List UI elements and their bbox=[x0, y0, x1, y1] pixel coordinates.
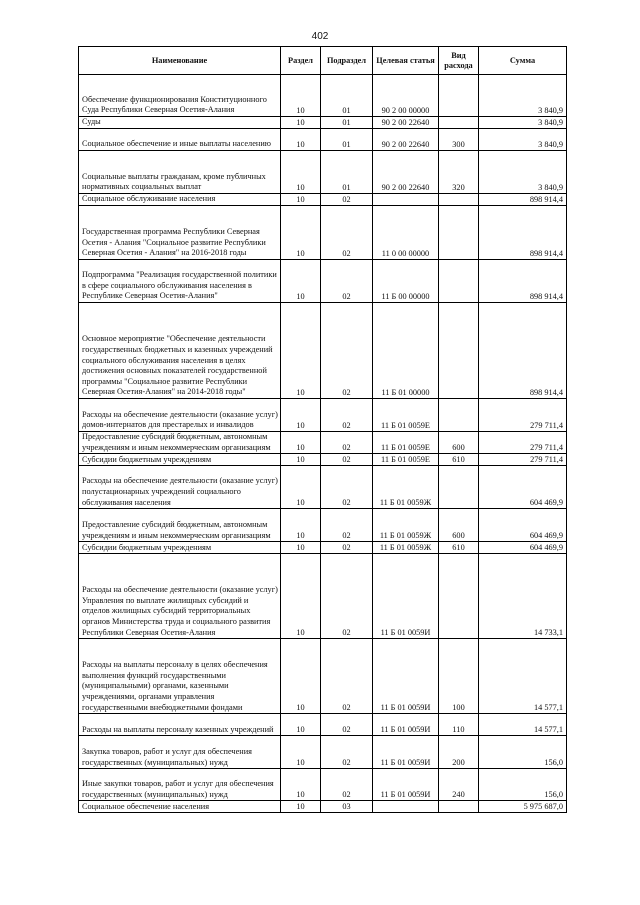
cell-amount: 3 840,9 bbox=[479, 117, 567, 129]
cell-target: 90 2 00 22640 bbox=[373, 151, 439, 194]
cell-expense-type: 600 bbox=[439, 432, 479, 454]
table-row bbox=[79, 117, 567, 129]
cell-subsection: 02 bbox=[321, 639, 373, 714]
header-subsection: Подраздел bbox=[321, 47, 373, 75]
cell-name: Социальное обеспечение населения bbox=[79, 801, 281, 813]
table-row bbox=[79, 432, 567, 454]
cell-section: 10 bbox=[281, 554, 321, 639]
cell-section: 10 bbox=[281, 801, 321, 813]
cell-target: 11 0 00 00000 bbox=[373, 206, 439, 260]
table-row bbox=[79, 206, 567, 260]
cell-expense-type: 610 bbox=[439, 542, 479, 554]
table-row bbox=[79, 466, 567, 509]
cell-name: Социальное обслуживание населения bbox=[79, 194, 281, 206]
cell-target bbox=[373, 801, 439, 813]
cell-subsection: 02 bbox=[321, 454, 373, 466]
cell-expense-type: 100 bbox=[439, 639, 479, 714]
cell-target: 11 Б 00 00000 bbox=[373, 260, 439, 303]
cell-name: Подпрограмма "Реализация государственной политики в сфере социального обслуживания населения в Республике Северная Осетия-Алания" bbox=[79, 260, 281, 303]
cell-subsection: 02 bbox=[321, 554, 373, 639]
cell-subsection: 02 bbox=[321, 260, 373, 303]
cell-subsection: 02 bbox=[321, 206, 373, 260]
cell-expense-type bbox=[439, 260, 479, 303]
cell-target: 11 Б 01 0059Е bbox=[373, 454, 439, 466]
cell-expense-type bbox=[439, 303, 479, 399]
cell-name: Суды bbox=[79, 117, 281, 129]
table-row bbox=[79, 75, 567, 117]
cell-amount: 3 840,9 bbox=[479, 129, 567, 151]
cell-expense-type bbox=[439, 801, 479, 813]
cell-target: 11 Б 01 0059Ж bbox=[373, 466, 439, 509]
cell-section: 10 bbox=[281, 639, 321, 714]
cell-amount: 604 469,9 bbox=[479, 542, 567, 554]
cell-name: Закупка товаров, работ и услуг для обеспечения государственных (муниципальных) нужд bbox=[79, 736, 281, 769]
cell-subsection: 02 bbox=[321, 432, 373, 454]
cell-section: 10 bbox=[281, 151, 321, 194]
cell-name: Расходы на обеспечение деятельности (оказание услуг) полустационарных учреждений социального обслуживания населения bbox=[79, 466, 281, 509]
header-target: Целевая статья bbox=[373, 47, 439, 75]
cell-section: 10 bbox=[281, 75, 321, 117]
table-row bbox=[79, 542, 567, 554]
cell-target: 11 Б 01 0059И bbox=[373, 736, 439, 769]
cell-amount: 604 469,9 bbox=[479, 509, 567, 542]
table-row bbox=[79, 260, 567, 303]
cell-subsection: 02 bbox=[321, 466, 373, 509]
cell-subsection: 02 bbox=[321, 399, 373, 432]
cell-name: Основное мероприятие "Обеспечение деятельности государственных бюджетных и казенных учреждений социального обслуживания населения в целях достижения основных показателей государственной программы "Социальное развитие Республики Северная Осетия-Алания" на 2014-2018 годы" bbox=[79, 303, 281, 399]
cell-section: 10 bbox=[281, 542, 321, 554]
cell-amount: 604 469,9 bbox=[479, 466, 567, 509]
cell-name: Государственная программа Республики Северная Осетия - Алания "Социальное развитие Республики Северная Осетия - Алания" на 2016-2018 годы bbox=[79, 206, 281, 260]
table-row bbox=[79, 801, 567, 813]
cell-subsection: 02 bbox=[321, 542, 373, 554]
cell-expense-type bbox=[439, 466, 479, 509]
table-row bbox=[79, 129, 567, 151]
cell-target: 11 Б 01 0059И bbox=[373, 769, 439, 801]
table-row bbox=[79, 194, 567, 206]
cell-target: 90 2 00 22640 bbox=[373, 129, 439, 151]
cell-expense-type bbox=[439, 117, 479, 129]
cell-subsection: 02 bbox=[321, 194, 373, 206]
cell-name: Социальные выплаты гражданам, кроме публичных нормативных социальных выплат bbox=[79, 151, 281, 194]
cell-name: Расходы на обеспечение деятельности (оказание услуг) Управления по выплате жилищных субсидий и отделов жилищных субсидий территориальных органов Министерства труда и социального развития Республики Северная Осетия-Алания bbox=[79, 554, 281, 639]
cell-name: Субсидии бюджетным учреждениям bbox=[79, 454, 281, 466]
cell-section: 10 bbox=[281, 714, 321, 736]
page-number: 402 bbox=[311, 31, 329, 42]
table-row bbox=[79, 714, 567, 736]
cell-target: 11 Б 01 0059Е bbox=[373, 432, 439, 454]
cell-expense-type bbox=[439, 554, 479, 639]
cell-target: 11 Б 01 0059Е bbox=[373, 399, 439, 432]
cell-target bbox=[373, 194, 439, 206]
cell-amount: 5 975 687,0 bbox=[479, 801, 567, 813]
table-row bbox=[79, 151, 567, 194]
cell-expense-type: 200 bbox=[439, 736, 479, 769]
cell-expense-type bbox=[439, 206, 479, 260]
cell-section: 10 bbox=[281, 454, 321, 466]
cell-amount: 279 711,4 bbox=[479, 432, 567, 454]
cell-name: Расходы на выплаты персоналу в целях обеспечения выполнения функций государственными (муниципальными) органами, казенными учреждениями, органами управления государственными внебюджетными фондами bbox=[79, 639, 281, 714]
cell-amount: 14 733,1 bbox=[479, 554, 567, 639]
cell-subsection: 01 bbox=[321, 117, 373, 129]
cell-target: 11 Б 01 0059И bbox=[373, 554, 439, 639]
table-row bbox=[79, 736, 567, 769]
cell-subsection: 02 bbox=[321, 769, 373, 801]
cell-section: 10 bbox=[281, 206, 321, 260]
cell-amount: 14 577,1 bbox=[479, 714, 567, 736]
cell-subsection: 01 bbox=[321, 129, 373, 151]
cell-amount: 898 914,4 bbox=[479, 194, 567, 206]
cell-subsection: 02 bbox=[321, 303, 373, 399]
table-row bbox=[79, 639, 567, 714]
cell-expense-type: 110 bbox=[439, 714, 479, 736]
cell-subsection: 02 bbox=[321, 714, 373, 736]
cell-section: 10 bbox=[281, 432, 321, 454]
table-row bbox=[79, 454, 567, 466]
table-row bbox=[79, 399, 567, 432]
table-row bbox=[79, 769, 567, 801]
cell-section: 10 bbox=[281, 129, 321, 151]
cell-subsection: 03 bbox=[321, 801, 373, 813]
cell-section: 10 bbox=[281, 399, 321, 432]
table-row bbox=[79, 303, 567, 399]
table-row bbox=[79, 509, 567, 542]
cell-target: 11 Б 01 0059И bbox=[373, 714, 439, 736]
cell-amount: 279 711,4 bbox=[479, 454, 567, 466]
cell-expense-type: 320 bbox=[439, 151, 479, 194]
cell-expense-type bbox=[439, 399, 479, 432]
cell-subsection: 01 bbox=[321, 151, 373, 194]
cell-amount: 898 914,4 bbox=[479, 303, 567, 399]
header-expense-type: Вид расхода bbox=[439, 47, 479, 75]
cell-target: 11 Б 01 0059И bbox=[373, 639, 439, 714]
cell-expense-type bbox=[439, 194, 479, 206]
cell-name: Иные закупки товаров, работ и услуг для обеспечения государственных (муниципальных) нужд bbox=[79, 769, 281, 801]
cell-name: Социальное обеспечение и иные выплаты населению bbox=[79, 129, 281, 151]
header-amount: Сумма bbox=[479, 47, 567, 75]
cell-amount: 156,0 bbox=[479, 769, 567, 801]
budget-table bbox=[78, 46, 567, 813]
cell-expense-type: 600 bbox=[439, 509, 479, 542]
cell-subsection: 02 bbox=[321, 509, 373, 542]
cell-section: 10 bbox=[281, 466, 321, 509]
cell-section: 10 bbox=[281, 509, 321, 542]
cell-name: Предоставление субсидий бюджетным, автономным учреждениям и иным некоммерческим организациям bbox=[79, 432, 281, 454]
cell-target: 90 2 00 00000 bbox=[373, 75, 439, 117]
cell-amount: 898 914,4 bbox=[479, 260, 567, 303]
cell-amount: 3 840,9 bbox=[479, 151, 567, 194]
cell-expense-type bbox=[439, 75, 479, 117]
cell-name: Расходы на выплаты персоналу казенных учреждений bbox=[79, 714, 281, 736]
cell-expense-type: 610 bbox=[439, 454, 479, 466]
header-name: Наименование bbox=[79, 47, 281, 75]
cell-amount: 156,0 bbox=[479, 736, 567, 769]
cell-subsection: 01 bbox=[321, 75, 373, 117]
cell-target: 11 Б 01 0059Ж bbox=[373, 509, 439, 542]
cell-name: Субсидии бюджетным учреждениям bbox=[79, 542, 281, 554]
cell-section: 10 bbox=[281, 260, 321, 303]
cell-amount: 898 914,4 bbox=[479, 206, 567, 260]
cell-expense-type: 240 bbox=[439, 769, 479, 801]
cell-amount: 14 577,1 bbox=[479, 639, 567, 714]
cell-section: 10 bbox=[281, 769, 321, 801]
cell-name: Расходы на обеспечение деятельности (оказание услуг) домов-интернатов для престарелых и инвалидов bbox=[79, 399, 281, 432]
cell-subsection: 02 bbox=[321, 736, 373, 769]
cell-target: 11 Б 01 00000 bbox=[373, 303, 439, 399]
cell-target: 11 Б 01 0059Ж bbox=[373, 542, 439, 554]
cell-section: 10 bbox=[281, 117, 321, 129]
cell-section: 10 bbox=[281, 303, 321, 399]
cell-section: 10 bbox=[281, 194, 321, 206]
cell-amount: 3 840,9 bbox=[479, 75, 567, 117]
cell-name: Предоставление субсидий бюджетным, автономным учреждениям и иным некоммерческим организациям bbox=[79, 509, 281, 542]
cell-section: 10 bbox=[281, 736, 321, 769]
cell-name: Обеспечение функционирования Конституционного Суда Республики Северная Осетия-Алания bbox=[79, 75, 281, 117]
table-row bbox=[79, 554, 567, 639]
cell-expense-type: 300 bbox=[439, 129, 479, 151]
cell-amount: 279 711,4 bbox=[479, 399, 567, 432]
table-header-row bbox=[79, 47, 567, 75]
cell-target: 90 2 00 22640 bbox=[373, 117, 439, 129]
header-section: Раздел bbox=[281, 47, 321, 75]
